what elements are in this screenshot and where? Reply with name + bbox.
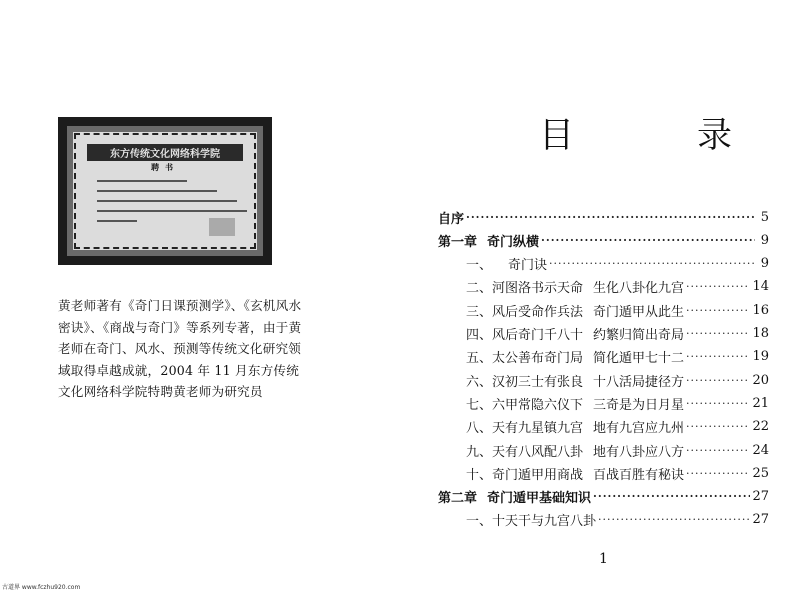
toc-entry-title: 十、奇门遁甲用商战 — [466, 467, 584, 483]
toc-entry-subtitle: 奇门遁甲基础知识 — [487, 491, 592, 507]
toc-page-number: 5 — [760, 209, 769, 225]
certificate-subtitle: 聘书 — [151, 162, 179, 172]
toc-entry-subtitle: 地有九宫应九州 — [593, 421, 685, 437]
toc-entry-title: 四、风后奇门千八十 — [466, 328, 584, 343]
toc-entry-subtitle: 生化八卦化九宫 — [593, 281, 685, 297]
certificate-title: 东方传统文化网络科学院 — [87, 144, 243, 161]
toc-page-number: 22 — [752, 419, 769, 435]
toc-entry-title: 一、 — [466, 258, 493, 274]
toc-section-entry — [444, 462, 769, 484]
toc-page-number: 21 — [752, 395, 769, 411]
toc-leader-dots — [541, 234, 755, 247]
toc-leader-dots — [466, 211, 755, 224]
toc-entry-subtitle: 三奇是为日月星 — [593, 397, 685, 413]
toc-section-entry — [444, 346, 769, 368]
toc-chapter-entry — [438, 206, 769, 228]
toc-page-number: 25 — [752, 465, 769, 481]
toc-page-number: 18 — [752, 326, 769, 341]
toc-leader-dots — [686, 280, 750, 293]
toc-section-entry — [444, 416, 769, 438]
toc-leader-dots — [593, 490, 750, 503]
toc-entry-subtitle: 奇门诀 — [508, 258, 548, 274]
site-watermark: 古道界 www.fczhu920.com — [2, 584, 81, 591]
page-number: 1 — [599, 551, 608, 567]
toc-leader-dots — [686, 420, 750, 433]
toc-page-number: 19 — [752, 349, 769, 365]
toc-section-entry — [444, 369, 769, 391]
toc-entry-title: 第一章 — [438, 234, 478, 250]
toc-leader-dots — [686, 397, 750, 410]
toc-page-number: 9 — [760, 256, 769, 272]
toc-entry-title: 二、河图洛书示天命 — [466, 281, 584, 297]
certificate-caption: 黄老师著有《奇门日课预测学》、《玄机风水密诀》、《商战与奇门》等系列专著，由于黄老师在奇门、风水、预测等传统文化研究领域取得卓越成就，2004 年 11 月东方传统文化网络科学院特聘黄老师为研究员 — [58, 298, 302, 400]
toc-page-number: 9 — [760, 232, 769, 248]
toc-section-entry — [444, 509, 769, 531]
toc-section-entry — [444, 323, 769, 345]
certificate-text-line — [97, 180, 187, 182]
toc-entry-title: 自序 — [438, 211, 465, 227]
toc-leader-dots — [686, 304, 750, 317]
toc-entry-title: 七、六甲常隐六仪下 — [466, 397, 584, 413]
toc-leader-dots — [686, 467, 750, 480]
toc-section-entry — [444, 253, 769, 275]
certificate-seal — [209, 218, 235, 236]
toc-entry-title: 一、十天干与九宫八卦 — [466, 514, 597, 530]
right-page — [396, 0, 793, 595]
toc-entry-title: 八、天有九星镇九宫 — [466, 421, 584, 437]
certificate-photo — [58, 117, 272, 265]
toc-entry-title: 五、太公善布奇门局 — [466, 351, 584, 367]
certificate-text-line — [97, 210, 247, 212]
toc-page-number: 24 — [752, 442, 769, 458]
toc-entry-subtitle: 百战百胜有秘诀 — [593, 467, 685, 483]
certificate-text-line — [97, 200, 237, 202]
toc-entry-subtitle: 十八活局捷径方 — [593, 374, 685, 390]
toc-entry-title: 六、汉初三士有张良 — [466, 374, 584, 390]
toc-leader-dots — [598, 513, 750, 526]
toc-section-entry — [444, 276, 769, 298]
toc-entry-title: 九、天有八风配八卦 — [466, 444, 584, 460]
certificate-frame — [67, 126, 263, 256]
certificate-text-line — [97, 220, 137, 222]
left-page — [0, 0, 396, 595]
toc-entry-subtitle: 约繁归简出奇局 — [593, 328, 685, 343]
toc-entry-subtitle: 简化遁甲七十二 — [593, 351, 685, 367]
toc-page-number: 27 — [752, 512, 769, 528]
toc-leader-dots — [686, 350, 750, 363]
toc-entry-title: 三、风后受命作兵法 — [466, 304, 584, 320]
toc-entry-subtitle: 奇门遁甲从此生 — [593, 304, 685, 320]
toc-leader-dots — [686, 444, 750, 457]
toc-leader-dots — [686, 374, 750, 387]
toc-leader-dots — [549, 257, 755, 270]
toc-page-number: 14 — [752, 279, 769, 295]
toc-entry-title: 第二章 — [438, 491, 478, 507]
toc-heading: 目 录 — [539, 116, 777, 156]
toc-entry-subtitle: 地有八卦应八方 — [593, 444, 685, 460]
toc-page-number: 20 — [752, 372, 769, 388]
toc-chapter-entry — [438, 486, 769, 508]
toc-page-number: 27 — [752, 489, 769, 505]
toc-page-number: 16 — [752, 302, 769, 318]
toc-section-entry — [444, 299, 769, 321]
toc-leader-dots — [686, 327, 750, 340]
toc-chapter-entry — [438, 229, 769, 251]
toc-section-entry — [444, 392, 769, 414]
certificate-text-line — [97, 190, 217, 192]
toc-entry-subtitle: 奇门纵横 — [487, 234, 540, 250]
toc-section-entry — [444, 439, 769, 461]
